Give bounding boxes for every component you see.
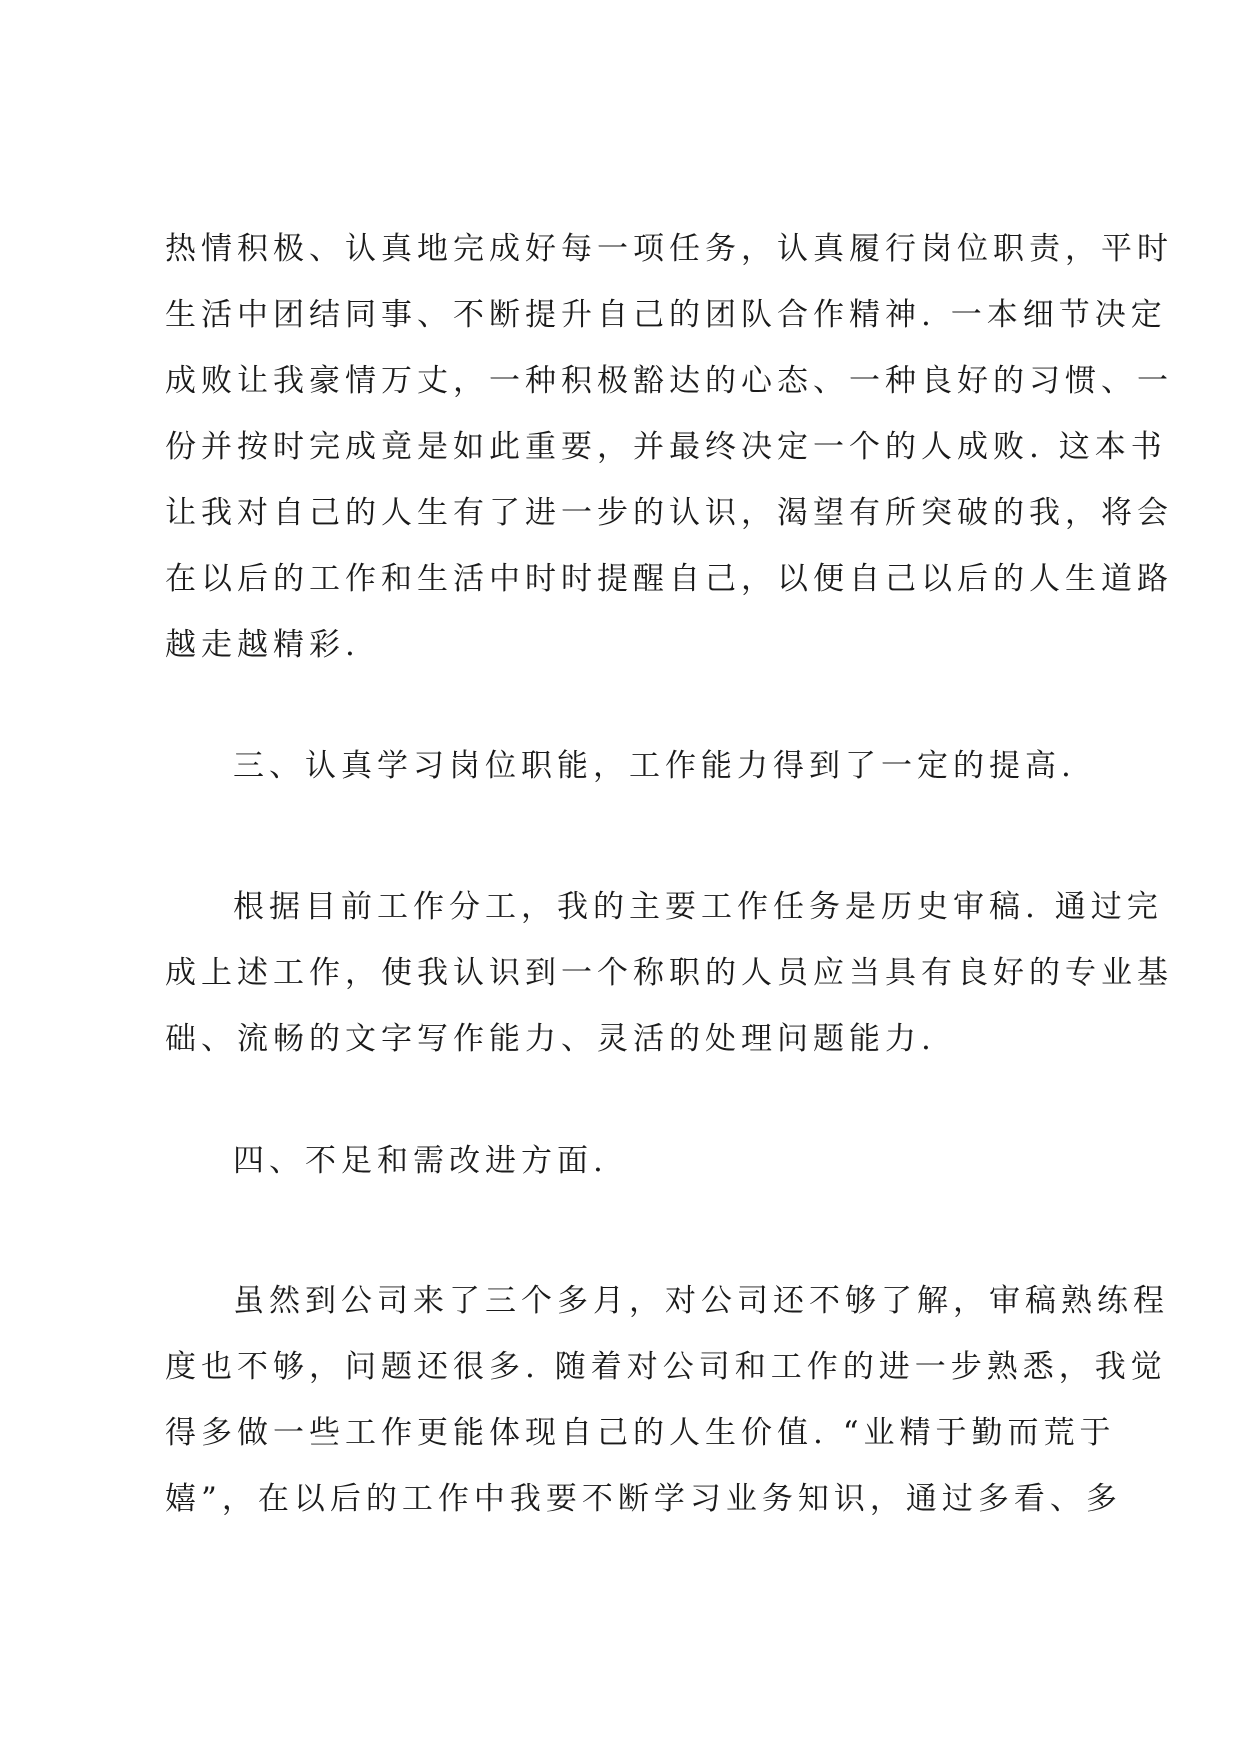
- text-line: 份并按时完成竟是如此重要，并最终决定一个的人成败. 这本书: [165, 429, 1167, 465]
- text-line: 础、流畅的文字写作能力、灵活的处理问题能力.: [165, 1021, 936, 1057]
- paragraph-work-duties: [165, 874, 1173, 1072]
- text-line: 越走越精彩.: [165, 627, 360, 663]
- text-line: 虽然到公司来了三个多月，对公司还不够了解，审稿熟练程: [233, 1283, 1169, 1319]
- text-line: 得多做一些工作更能体现自己的人生价值. “业精于勤而荒于: [165, 1415, 1116, 1451]
- text-line: 度也不够，问题还很多. 随着对公司和工作的进一步熟悉，我觉: [165, 1349, 1167, 1385]
- text-line: 让我对自己的人生有了进一步的认识，渴望有所突破的我，将会: [165, 495, 1173, 531]
- text-line: 四、不足和需改进方面.: [233, 1143, 608, 1179]
- text-line: 三、认真学习岗位职能，工作能力得到了一定的提高.: [233, 748, 1076, 784]
- text-line: 成败让我豪情万丈，一种积极豁达的心态、一种良好的习惯、一: [165, 363, 1173, 399]
- text-line: 热情积极、认真地完成好每一项任务，认真履行岗位职责，平时: [165, 231, 1173, 267]
- section-heading-3: [165, 733, 1095, 799]
- paragraph-improvements: [165, 1268, 1169, 1532]
- text-line: 成上述工作，使我认识到一个称职的人员应当具有良好的专业基: [165, 955, 1173, 991]
- text-line: 嬉”，在以后的工作中我要不断学习业务知识，通过多看、多: [165, 1481, 1122, 1517]
- text-line: 在以后的工作和生活中时时提醒自己，以便自己以后的人生道路: [165, 561, 1173, 597]
- section-heading-4: [165, 1128, 1095, 1194]
- text-line: 生活中团结同事、不断提升自己的团队合作精神. 一本细节决定: [165, 297, 1167, 333]
- paragraph-reading-reflection: [165, 216, 1173, 678]
- text-line: 根据目前工作分工，我的主要工作任务是历史审稿. 通过完: [233, 889, 1163, 925]
